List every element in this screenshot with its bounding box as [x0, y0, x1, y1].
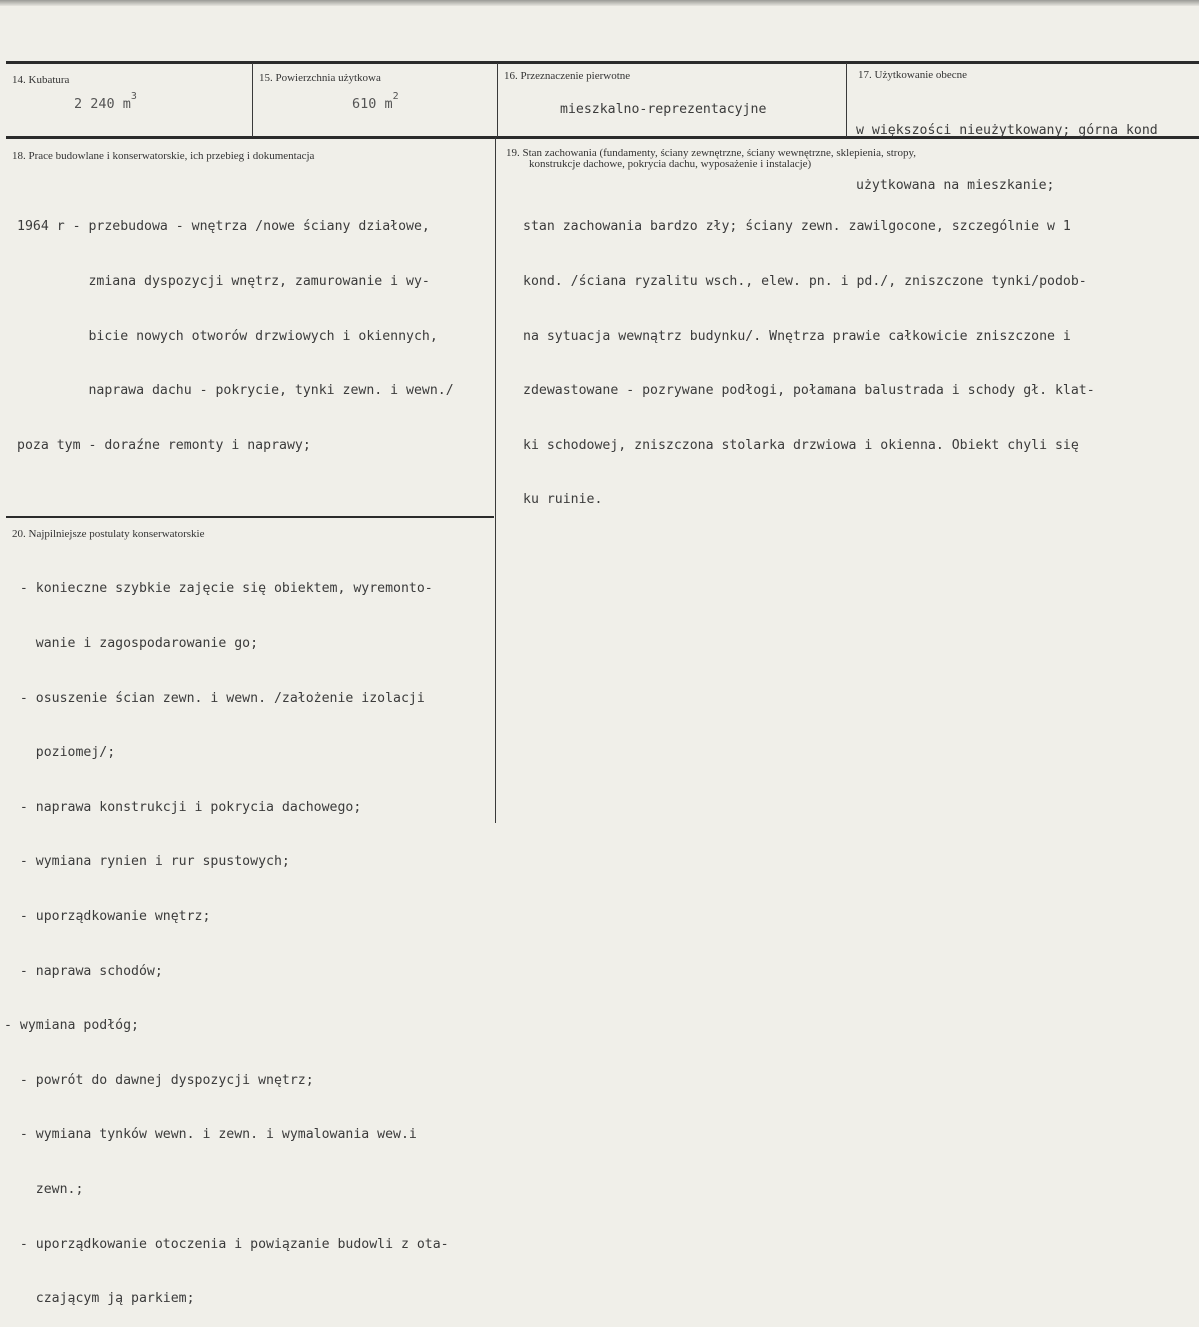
field-18-line: zmiana dyspozycji wnętrz, zamurowanie i wy-: [17, 274, 430, 289]
field-18-line: bicie nowych otworów drzwiowych i okiennych,: [17, 328, 438, 344]
top-rule: [6, 61, 1199, 64]
field-20-line: zewn.;: [4, 1181, 84, 1197]
field-20-line: - osuszenie ścian zewn. i wewn. /założenie izolacji: [4, 690, 425, 706]
field-18-text: [17, 182, 454, 473]
field-18-line: naprawa dachu - pokrycie, tynki zewn. i wewn./: [17, 383, 454, 399]
field-20-label: 20. Najpilniejsze postulaty konserwatorskie: [12, 528, 205, 540]
powierzchnia-exponent: 2: [392, 91, 399, 102]
field-19-label-line-2: konstrukcje dachowe, pokrycia dachu, wyposażenie i instalacje): [529, 158, 812, 170]
field-20-line: - uporządkowanie otoczenia i powiązanie budowli z ota-: [4, 1236, 449, 1252]
field-20-line: wanie i zagospodarowanie go;: [4, 636, 259, 651]
field-20-line: - konieczne szybkie zajęcie się obiektem, wyremonto-: [4, 581, 433, 597]
powierzchnia-unit: m: [384, 96, 393, 112]
section-18-20-divider: [6, 516, 494, 518]
field-16-label: 16. Przeznaczenie pierwotne: [504, 70, 631, 82]
field-20-line: - uporządkowanie wnętrz;: [4, 908, 211, 924]
field-20-line: - naprawa schodów;: [4, 963, 163, 979]
divider-14-15: [252, 63, 253, 137]
field-19-text: [523, 182, 1095, 528]
field-19-label-line-1: 19. Stan zachowania (fundamenty, ściany zewnętrzne, ściany wewnętrzne, sklepienia, stropy,: [506, 147, 917, 159]
divider-16-17: [846, 63, 847, 137]
field-20-line: poziomej/;: [4, 745, 116, 761]
field-20-line: - naprawa konstrukcji i pokrycia dachowego;: [4, 799, 362, 815]
field-14-value: [74, 91, 137, 112]
field-20-line: - wymiana tynków wewn. i zewn. i wymalowania wew.i: [4, 1127, 417, 1143]
field-18-line: poza tym - doraźne remonty i naprawy;: [17, 437, 311, 453]
field-20-line: - wymiana rynien i rur spustowych;: [4, 854, 290, 870]
field-19-line: ki schodowej, zniszczona stolarka drzwiowa i okienna. Obiekt chyli się: [523, 437, 1079, 453]
field-18-label: 18. Prace budowlane i konserwatorskie, ich przebieg i dokumentacja: [12, 150, 315, 162]
card-top-edge: [0, 0, 1199, 6]
field-19-line: na sytuacja wewnątrz budynku/. Wnętrza prawie całkowicie zniszczone i: [523, 328, 1071, 344]
kubatura-number: 2 240: [74, 96, 115, 112]
field-15-label: 15. Powierzchnia użytkowa: [259, 72, 381, 84]
field-20-text: [4, 544, 449, 1327]
field-20-line: - powrót do dawnej dyspozycji wnętrz;: [4, 1072, 314, 1088]
field-14-label: 14. Kubatura: [12, 74, 70, 86]
kubatura-unit: m: [122, 96, 131, 112]
field-17-line: użytkowana na mieszkanie;: [856, 178, 1055, 193]
field-17-line: w większości nieużytkowany; górna kond: [856, 123, 1158, 139]
divider-15-16: [497, 63, 498, 137]
field-19-line: ku ruinie.: [523, 492, 603, 508]
field-19-line: stan zachowania bardzo zły; ściany zewn. zawilgocone, szczególnie w 1: [523, 219, 1071, 235]
field-17-label: 17. Użytkowanie obecne: [858, 69, 968, 81]
field-19-line: kond. /ściana ryzalitu wsch., elew. pn. i pd./, zniszczone tynki/podob-: [523, 274, 1087, 289]
kubatura-exponent: 3: [130, 91, 137, 102]
field-18-line: 1964 r - przebudowa - wnętrza /nowe ściany działowe,: [17, 219, 430, 235]
divider-main-columns: [495, 137, 496, 823]
field-16-value: mieszkalno-reprezentacyjne: [560, 102, 767, 117]
field-20-line: - wymiana podłóg;: [4, 1018, 139, 1034]
powierzchnia-number: 610: [352, 96, 377, 112]
field-20-line: czającym ją parkiem;: [4, 1291, 195, 1307]
field-15-value: [352, 91, 399, 112]
field-19-line: zdewastowane - pozrywane podłogi, połamana balustrada i schody gł. klat-: [523, 383, 1095, 399]
